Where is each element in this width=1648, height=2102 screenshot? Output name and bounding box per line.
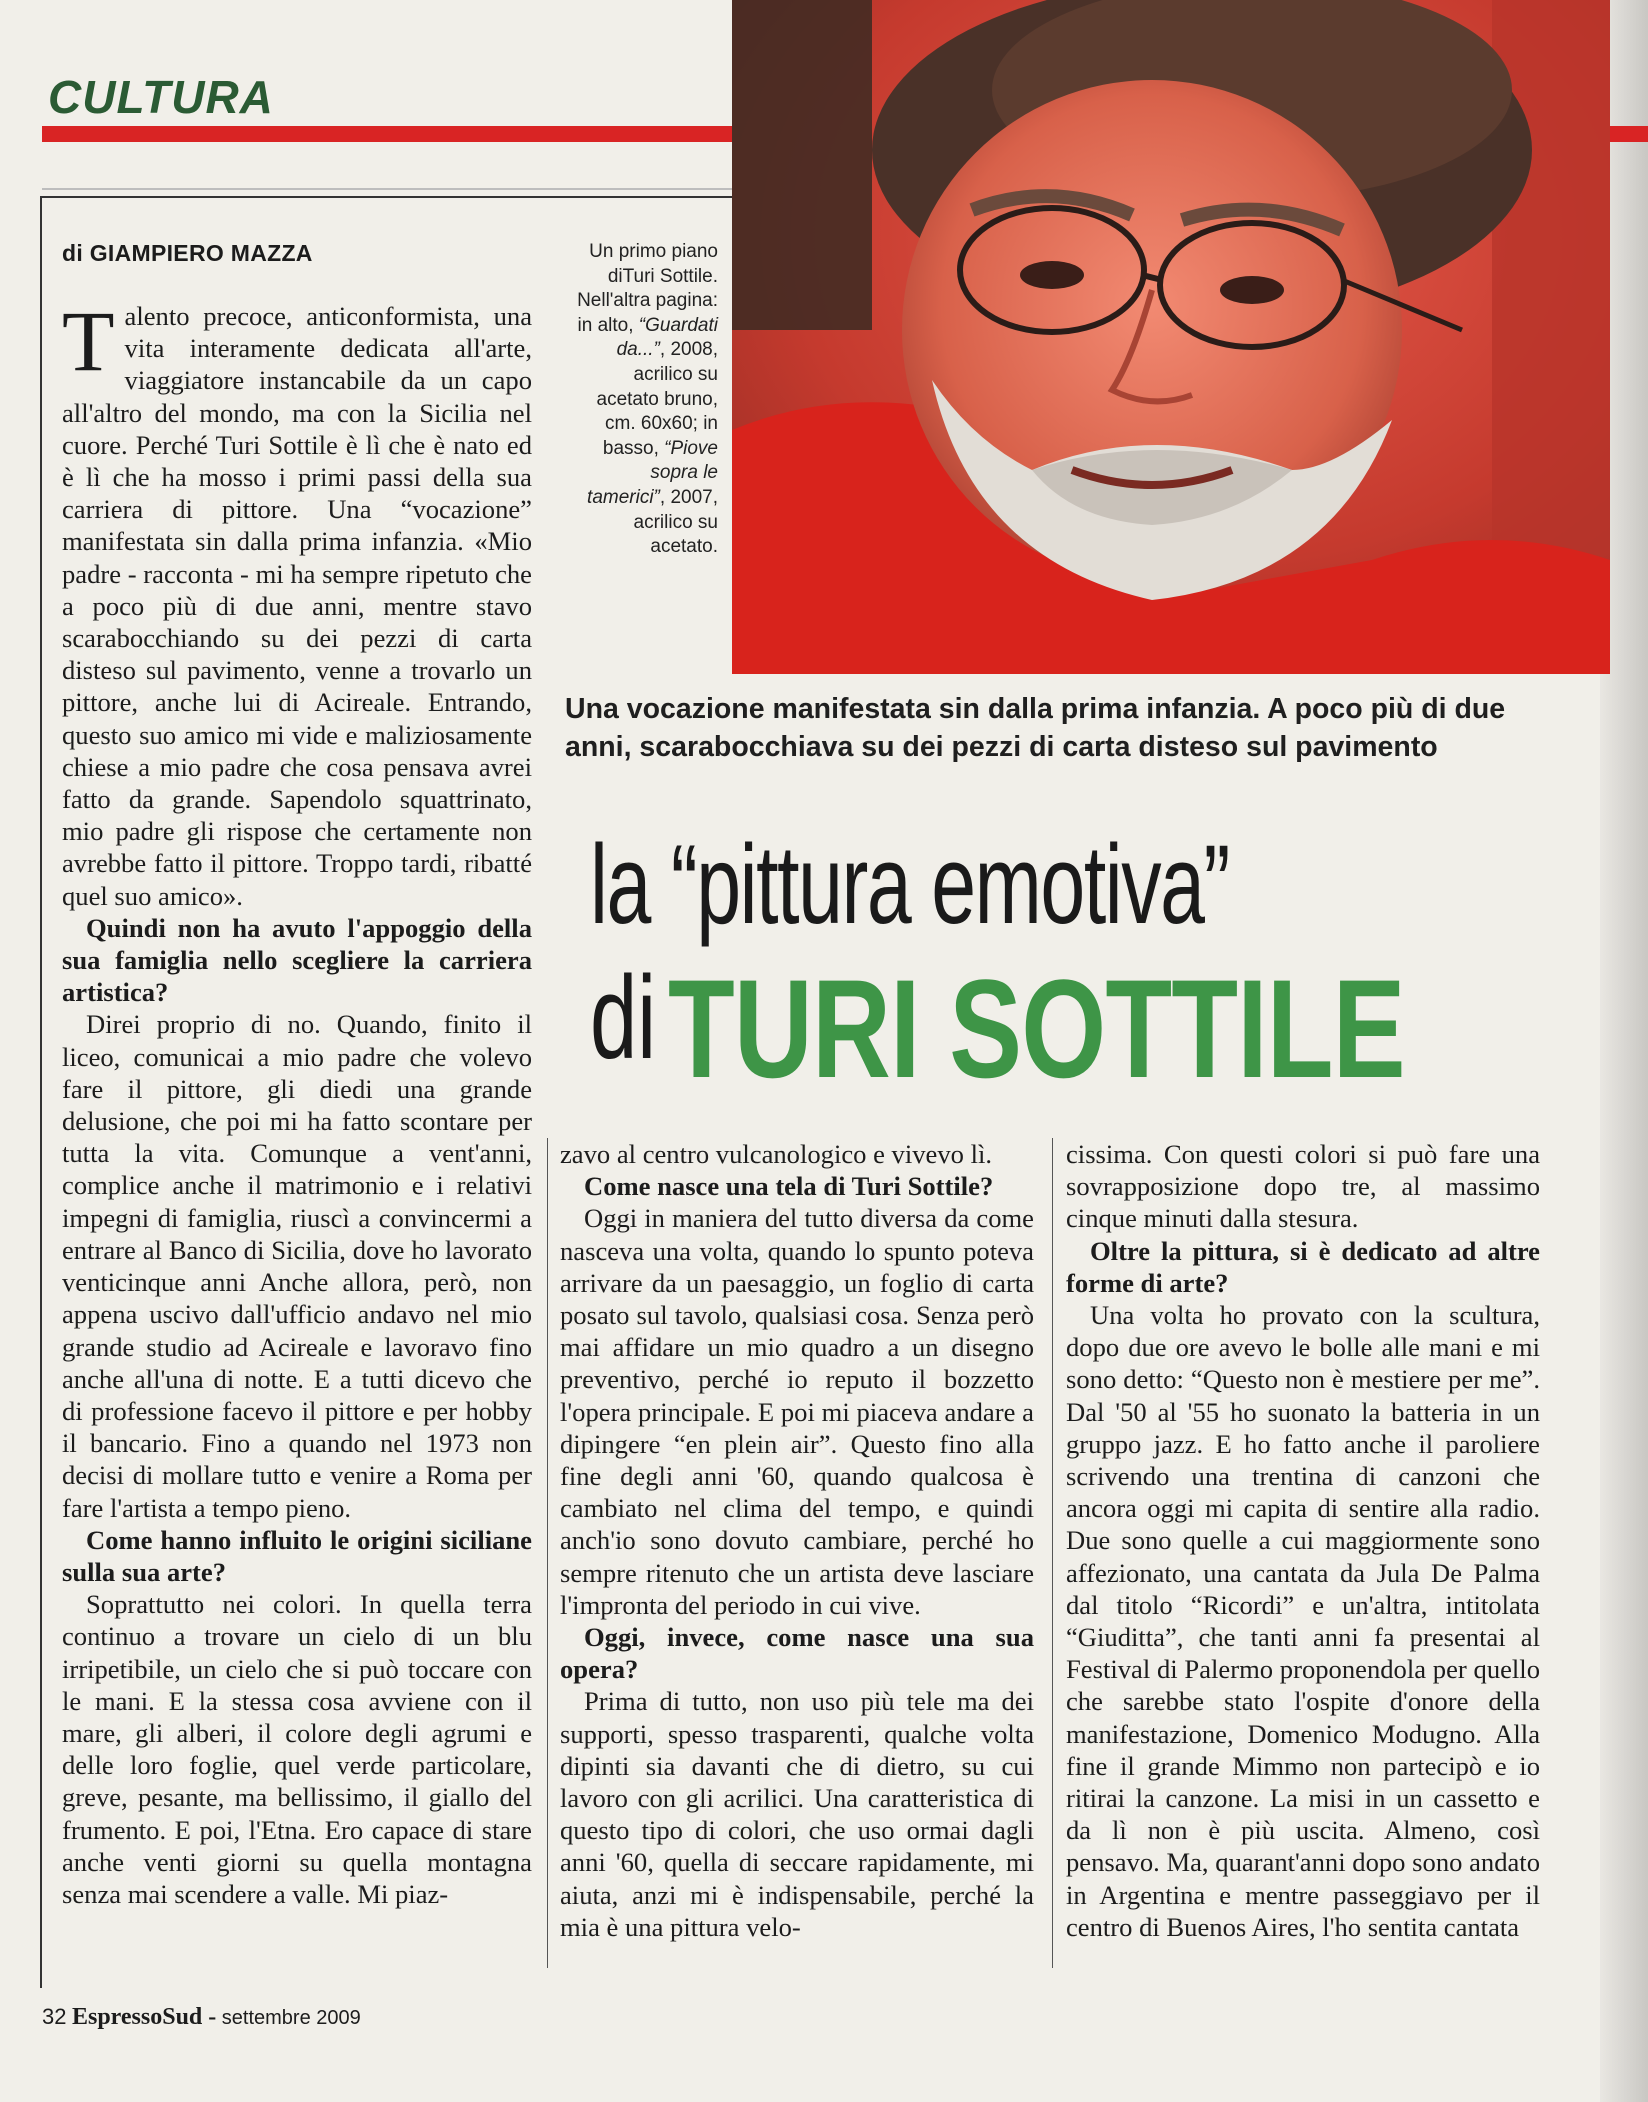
caption-artwork-1: “Guardati da...” bbox=[616, 314, 718, 361]
caption-text-3: , 2007, acrilico su acetato. bbox=[633, 486, 718, 558]
body-paragraph bbox=[1066, 1138, 1540, 1235]
interview-answer bbox=[1066, 1299, 1540, 1943]
drop-cap: T bbox=[62, 293, 115, 389]
issue-date: settembre 2009 bbox=[221, 2007, 361, 2029]
paragraph-text: Soprattutto nei colori. In quella terra continuo a trovare un cielo di un blu irripetibile, un cielo che si può toccare con le mani. E la stessa cosa avviene con il mare, gli alberi, il colore degli agrumi e delle loro foglie, quel verde particolare, greve, pesante, ma bellissimo, il giallo del frumento. E poi, l'Etna. Ero capace di stare anche venti giorni su quella montagna senza mai scendere a valle. Mi piaz- bbox=[62, 1589, 532, 1909]
section-label: CULTURA bbox=[48, 71, 274, 123]
interview-question bbox=[1066, 1235, 1540, 1299]
subheadline: Una vocazione manifestata sin dalla prima infanzia. A poco più di due anni, scarabocchiava su dei pezzi di carta disteso sul pavimento bbox=[565, 693, 1506, 763]
byline: di GIAMPIERO MAZZA bbox=[62, 240, 313, 266]
paragraph-text: Una volta ho provato con la scultura, dopo due ore avevo le bolle alle mani e mi sono detto: “Questo non è mestiere per me”. Dal '50 al '55 ho suonato la batteria in un gruppo jazz. E ho fatto anche il paroliere scrivendo una trentina di canzoni che ancora oggi mi capita di sentire alla radio. Due sono quelle a cui maggiormente sono affezionato, una cantata da Jula De Palma dal titolo “Ricordi” e un'altra, intitolata “Giuditta”, che tanti anni fa presentai al Festival di Palermo proponendola per quello che sarebbe stato l'ospite d'onore della manifestazione, Domenico Modugno. Alla fine il grande Mimmo non partecipò e io ritirai la canzone. La misi in un cassetto e da lì non è più uscita. Almeno, così pensavo. Ma, quarant'anni dopo sono andato in Argentina e mentre passeggiavo per il centro di Buenos Aires, l'ho sentita cantata bbox=[1066, 1300, 1540, 1942]
headline-line-1: la “pittura emotiva” bbox=[590, 822, 1229, 947]
interview-question bbox=[560, 1621, 1034, 1685]
portrait-photo bbox=[732, 0, 1610, 674]
portrait-illustration bbox=[732, 0, 1610, 674]
paragraph-text: Oggi in maniera del tutto diversa da come nasceva una volta, quando lo spunto poteva arrivare da un paesaggio, un foglio di carta posato sul tavolo, qualsiasi cosa. Senza però mai affidare un mio quadro a un disegno preventivo, perché io reputo il bozzetto l'opera principale. E poi mi piaceva andare a dipingere “en plein air”. Questo fino alla fine degli anni '60, quando qualcosa è cambiato nel clima del tempo, e quindi anch'io sono dovuto cambiare, perché ho sempre ritenuto che un artista deve lasciare l'impronta del periodo in cui vive. bbox=[560, 1203, 1034, 1620]
caption-text-2: , 2008, acrilico su acetato bruno, cm. 60x60; in basso, bbox=[596, 339, 718, 459]
paragraph-text: Prima di tutto, non uso più tele ma dei supporti, spesso trasparenti, qualche volta dipinti sia davanti che di dietro, su cui lavoro con gli acrilici. Una caratteristica di questo tipo di colori, che uso ormai dagli anni '60, quella di seccare rapidamente, mi aiuta, anzi mi è indispensabile, perché la mia è una pittura velo- bbox=[560, 1686, 1034, 1942]
magazine-name: EspressoSud - bbox=[71, 2004, 217, 2030]
headline-di: di bbox=[590, 952, 657, 1084]
paragraph-text: Come hanno influito le origini siciliane sulla sua arte? bbox=[62, 1524, 532, 1587]
interview-answer bbox=[62, 1008, 532, 1523]
interview-question bbox=[62, 1524, 532, 1588]
page-footer bbox=[42, 2004, 361, 2031]
body-column-2 bbox=[560, 1138, 1034, 1943]
paragraph-text: Direi proprio di no. Quando, finito il liceo, comunicai a mio padre che volevo fare il pittore, gli diedi una grande delusione, che poi mi ha fatto scontare per tutta la vita. Comunque a vent'anni, complice anche il matrimonio e i relativi impegni di famiglia, riuscì a convincermi a entrare al Banco di Sicilia, dove ho lavorato venticinque anni Anche allora, però, non appena uscivo dall'ufficio andavo nel mio grande studio ad Acireale e lavoravo fino anche all'una di notte. E a tutti dicevo che di professione facevo il pittore e per hobby il bancario. Fino a quando nel 1973 non decisi di mollare tutto e venire a Roma per fare l'artista a tempo pieno. bbox=[62, 1009, 532, 1523]
headline-name: TURI SOTTILE bbox=[668, 950, 1405, 1107]
body-column-3 bbox=[1066, 1138, 1540, 1943]
paragraph-text: alento precoce, anticonformista, una vita interamente dedicata all'arte, viaggiatore instancabile da un capo all'altro del mondo, ma con la Sicilia nel cuore. Perché Turi Sottile è lì che è nato ed è lì che ha mosso i primi passi della sua carriera di pittore. Una “vocazione” manifestata sin dalla prima infanzia. «Mio padre - racconta - mi ha sempre ripetuto che a poco più di due anni, mentre stavo scarabocchiando su dei pezzi di carta disteso sul pavimento, venne a trovarlo un pittore, anche lui di Acireale. Entrando, questo suo amico mi vide e maliziosamente chiese a mio padre che cosa pensava avrei fatto da grande. Sapendolo squattrinato, mio padre gli rispose che certamente non avrebbe fatto il pittore. Troppo tardi, ribatté quel suo amico». bbox=[62, 301, 532, 911]
column-divider bbox=[1052, 1138, 1053, 1968]
interview-question bbox=[560, 1170, 1034, 1202]
body-paragraph bbox=[62, 293, 532, 912]
page-number: 32 bbox=[42, 2004, 67, 2029]
paragraph-text: cissima. Con questi colori si può fare una sovrapposizione dopo tre, al massimo cinque minuti dalla stesura. bbox=[1066, 1139, 1540, 1234]
interview-answer bbox=[560, 1685, 1034, 1943]
interview-answer bbox=[62, 1588, 532, 1910]
paragraph-text: Quindi non ha avuto l'appoggio della sua famiglia nello scegliere la carriera artistica? bbox=[62, 912, 532, 1008]
photo-caption bbox=[570, 240, 718, 560]
paragraph-text: Come nasce una tela di Turi Sottile? bbox=[584, 1171, 994, 1202]
paragraph-text: zavo al centro vulcanologico e vivevo lì. bbox=[560, 1139, 992, 1169]
body-paragraph bbox=[560, 1138, 1034, 1170]
interview-answer bbox=[560, 1202, 1034, 1621]
interview-question bbox=[62, 912, 532, 1009]
column-divider bbox=[547, 1138, 548, 1968]
body-column-1 bbox=[62, 293, 532, 1910]
paragraph-text: Oggi, invece, come nasce una sua opera? bbox=[560, 1622, 1034, 1685]
caption-text-1: Un primo piano diTuri Sottile. Nell'altra pagina: in alto, bbox=[577, 241, 718, 336]
paragraph-text: Oltre la pittura, si è dedicato ad altre forme di arte? bbox=[1066, 1235, 1540, 1298]
caption-artwork-2: “Piove sopra le tamerici” bbox=[587, 437, 718, 508]
